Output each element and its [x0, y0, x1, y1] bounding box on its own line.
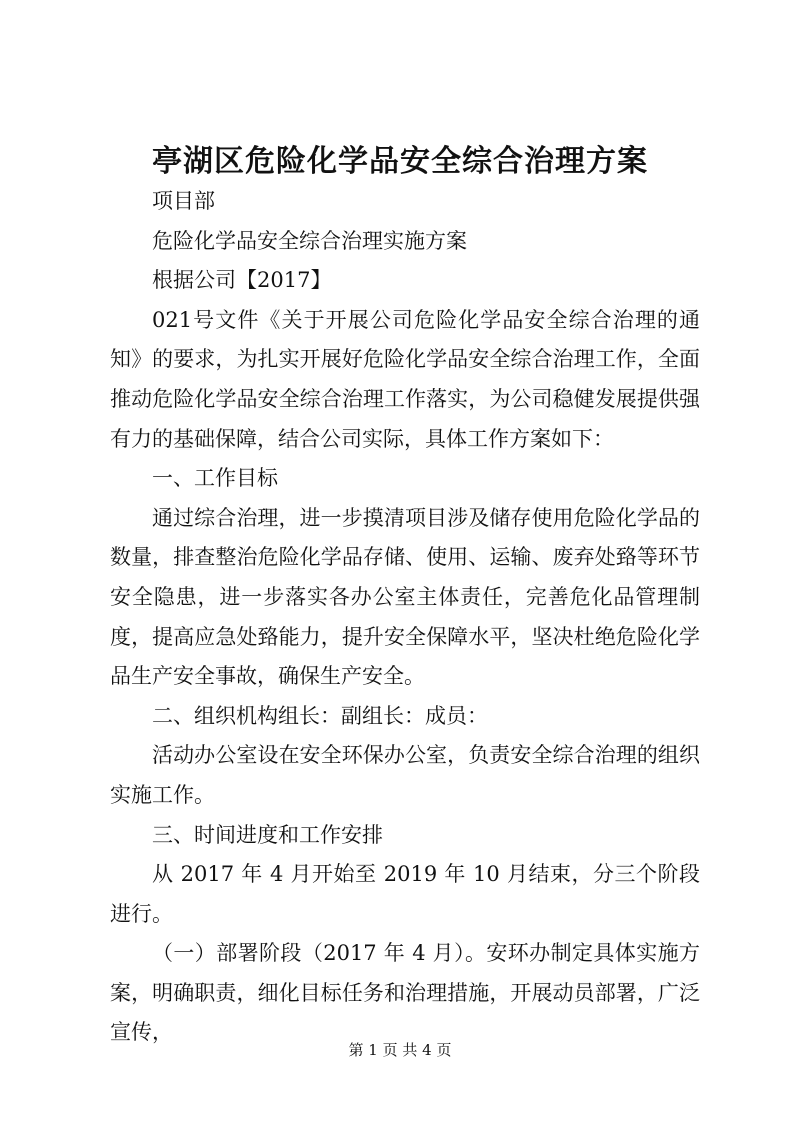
phase-one-paragraph: （一）部署阶段（2017 年 4 月）。安环办制定具体实施方案，明确职责，细化目标任务和治理措施，开展动员部署，广泛宣传，: [110, 941, 700, 1045]
goals-paragraph: 通过综合治理，进一步摸清项目涉及储存使用危险化学品的数量，排查整治危险化学品存储、使用、运输、废弃处臵等环节安全隐患，进一步落实各办公室主体责任，完善危化品管理制度，提高应急处臵能力，提升安全保障水平，坚决杜绝危险化学品生产安全事故，确保生产安全。: [110, 505, 700, 689]
document-body: [110, 182, 700, 1053]
page-footer: 第 1 页 共 4 页: [348, 1041, 452, 1059]
organization-paragraph: 活动办公室设在安全环保办公室，负责安全综合治理的组织实施工作。: [110, 743, 700, 807]
plan-subtitle: 危险化学品安全综合治理实施方案: [152, 228, 467, 253]
intro-paragraph: 021号文件《关于开展公司危险化学品安全综合治理的通知》的要求，为扎实开展好危险化学品安全综合治理工作，全面推动危险化学品安全综合治理工作落实，为公司稳健发展提供强有力的基础保障，结合公司实际，具体工作方案如下：: [110, 307, 700, 451]
section-heading-goals: 一、工作目标: [152, 466, 278, 491]
document-title: 亭湖区危险化学品安全综合治理方案: [152, 144, 648, 179]
schedule-summary: 从 2017 年 4 月开始至 2019 年 10 月结束，分三个阶段进行。: [110, 862, 700, 926]
reference-line: 根据公司【2017】: [152, 268, 332, 293]
section-heading-schedule: 三、时间进度和工作安排: [152, 822, 383, 847]
department-line: 项目部: [152, 189, 215, 213]
section-heading-organization: 二、组织机构组长：副组长：成员：: [152, 703, 488, 728]
